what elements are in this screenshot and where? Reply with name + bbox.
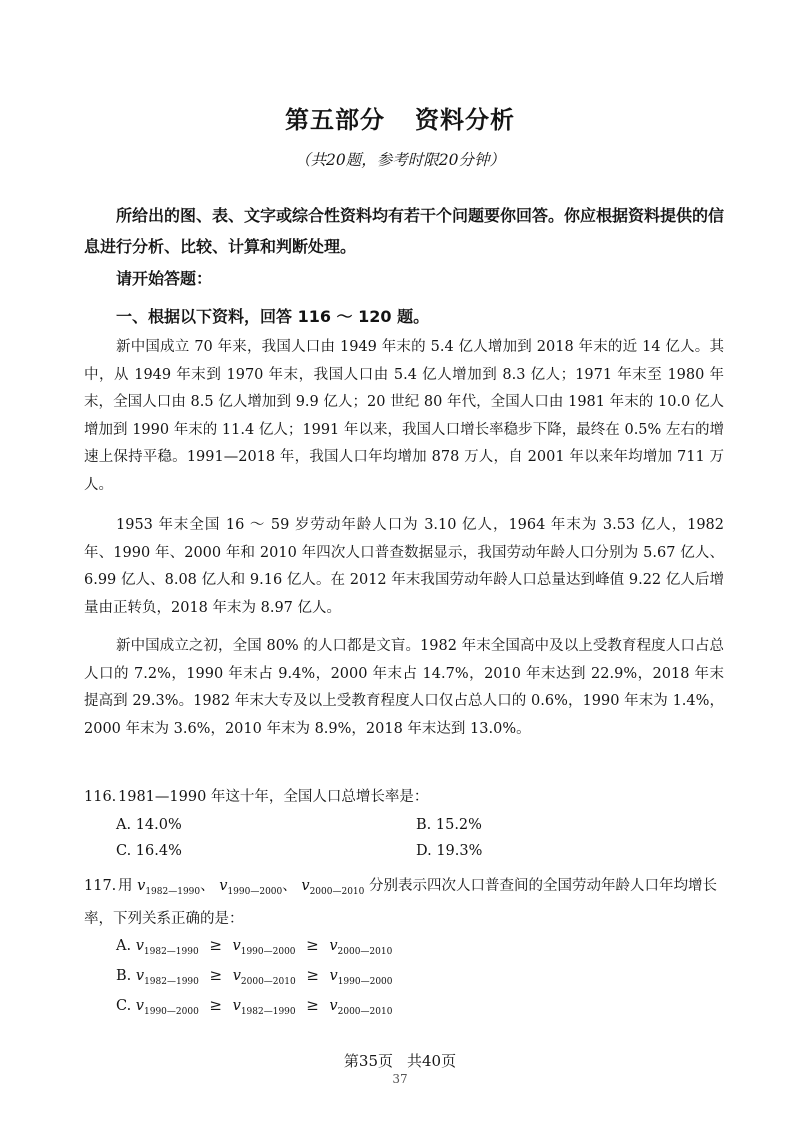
var-v: v — [232, 938, 241, 954]
sub-1990-2000: 1990—2000 — [337, 976, 393, 987]
sub-1982-1990: 1982—1990 — [143, 946, 199, 957]
section-title-name: 资料分析 — [415, 106, 515, 134]
material-paragraph-2: 1953 年末全国 16 ～ 59 岁劳动年龄人口为 3.10 亿人，1964 年末为 3.53 亿人，1982 年、1990 年、2000 年和 2010 年四次人口普查数据显示，我国劳动年龄人口分别为 5.67 亿人、6.99 亿人、8.08 亿人和 9.16 亿人。在 2012 年末我国劳动年龄人口总量达到峰值 9.22 亿人后增量由正转负，2018 年末为 8.97 亿人。 — [84, 517, 724, 616]
material-paragraph-3: 新中国成立之初，全国 80% 的人口都是文盲。1982 年末全国高中及以上受教育程度人口占总人口的 7.2%，1990 年末占 9.4%，2000 年末占 14.7%，2010 年末达到 22.9%，2018 年末提高到 29.3%。1982 年末大专及以上受教育程度人口仅占总人口的 0.6%，1990 年末为 1.4%，2000 年末为 3.6%，2010 年末为 8.9%，2018 年末达到 13.0%。 — [84, 638, 724, 737]
var-v: v — [219, 878, 228, 894]
option-c-label: C. — [116, 998, 132, 1014]
option-a[interactable]: A. 14.0% — [116, 817, 182, 833]
var-v: v — [232, 998, 241, 1014]
ge-sign: ≥ — [209, 966, 223, 984]
page-number: 37 — [392, 1072, 408, 1086]
option-a-label: A. — [116, 938, 132, 954]
sub-1982-1990: 1982—1990 — [240, 1006, 296, 1017]
separator: 、 — [282, 878, 297, 894]
footer-page: 第35页 — [343, 1052, 393, 1070]
question-116-options — [116, 817, 716, 859]
sub-2000-2010: 2000—2010 — [309, 886, 365, 897]
instructions: 所给出的图、表、文字或综合性资料均有若干个问题要你回答。你应根据资料提供的信息进行分析、比较、计算和判断处理。 — [84, 206, 725, 256]
start-prompt: 请开始答题： — [116, 269, 213, 288]
sub-2000-2010: 2000—2010 — [337, 946, 393, 957]
sub-1990-2000: 1990—2000 — [144, 1006, 199, 1017]
question-117-number: 117. — [84, 878, 117, 894]
ge-sign: ≥ — [306, 966, 319, 984]
option-c[interactable]: C. 16.4% — [116, 843, 182, 859]
var-v: v — [329, 938, 338, 954]
footer-total: 共40页 — [407, 1052, 457, 1070]
var-v: v — [137, 878, 146, 894]
var-v: v — [135, 968, 145, 984]
question-116-stem — [84, 784, 724, 811]
sub-1982-1990: 1982—1990 — [144, 976, 199, 987]
question-117-stem — [84, 873, 724, 933]
ge-sign: ≥ — [209, 996, 222, 1014]
option-d[interactable]: D. 19.3% — [416, 843, 483, 859]
var-v: v — [329, 968, 338, 984]
var-v: v — [329, 998, 338, 1014]
option-b-label: B. — [116, 968, 132, 984]
option-b[interactable]: B. 15.2% — [416, 817, 482, 833]
question-116-text: 1981—1990 年这十年，全国人口总增长率是： — [118, 789, 429, 805]
group-heading: 一、根据以下资料，回答 116 ～ 120 题。 — [116, 307, 430, 326]
var-v: v — [135, 998, 144, 1014]
section-subtitle: （共20题，参考时限20分钟） — [295, 151, 505, 169]
question-116-number: 116. — [84, 789, 117, 805]
ge-sign: ≥ — [306, 996, 319, 1014]
sub-1982-1990: 1982—1990 — [145, 886, 201, 897]
option-c[interactable] — [116, 996, 392, 1017]
page-footer — [0, 1050, 800, 1071]
question-117-text: 分别表示四次人口普查间的全国劳动年龄人口年均增长率，下列关系正确的是： — [84, 878, 717, 927]
sub-2000-2010: 2000—2010 — [337, 1006, 393, 1017]
var-v: v — [135, 938, 144, 954]
sub-1990-2000: 1990—2000 — [227, 886, 283, 897]
option-a[interactable] — [116, 936, 392, 957]
question-117-prefix: 用 — [118, 878, 133, 894]
sub-1990-2000: 1990—2000 — [240, 946, 296, 957]
option-b[interactable] — [116, 966, 393, 987]
separator: 、 — [200, 878, 215, 894]
material-paragraph-1: 新中国成立 70 年来，我国人口由 1949 年末的 5.4 亿人增加到 2018 年末的近 14 亿人。其中，从 1949 年末到 1970 年末，我国人口由 5.4 亿人增加到 8.3 亿人；1971 年末至 1980 年末，全国人口由 8.5 亿人增加到 9.9 亿人；20 世纪 80 年代，全国人口由 1981 年末的 10.0 亿人增加到 1990 年末的 11.4 亿人；1991 年以来，我国人口增长率稳步下降，最终在 0.5% 左右的增速上保持平稳。1991—2018 年，我国人口年均增加 878 万人，自 2001 年以来年均增加 711 万人。 — [84, 339, 724, 493]
section-title-part: 第五部分 — [285, 106, 385, 134]
var-v: v — [232, 968, 241, 984]
section-title — [0, 100, 800, 135]
ge-sign: ≥ — [209, 936, 222, 954]
var-v: v — [301, 878, 310, 894]
ge-sign: ≥ — [306, 936, 319, 954]
sub-2000-2010: 2000—2010 — [240, 976, 296, 987]
